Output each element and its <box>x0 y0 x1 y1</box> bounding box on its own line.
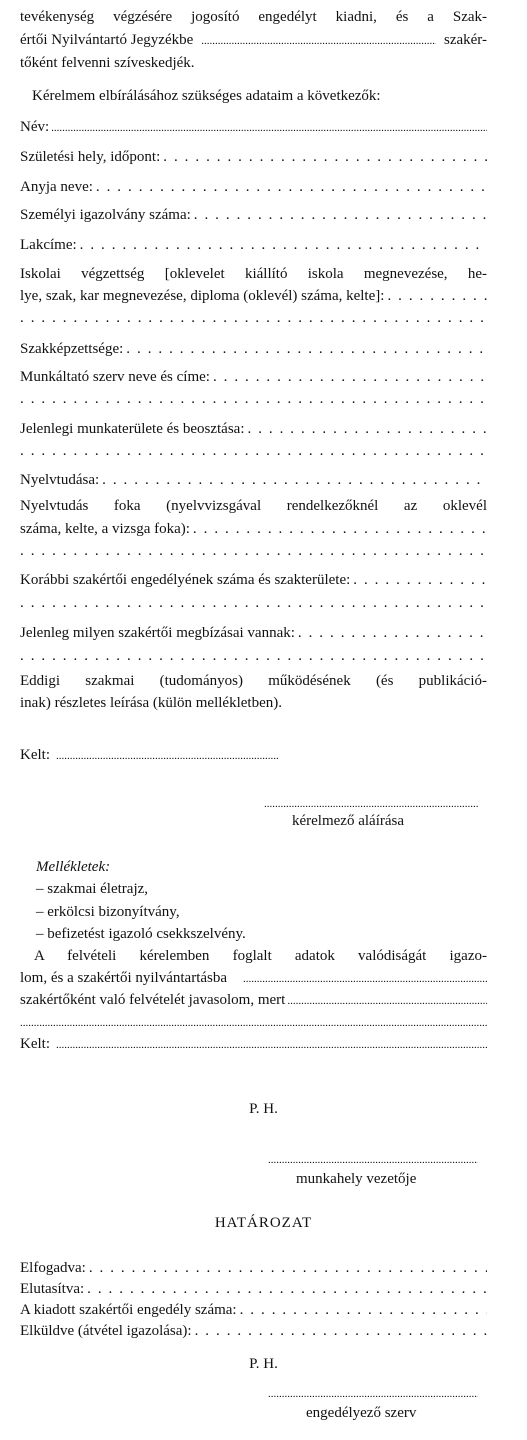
kelt-manager[interactable]: Kelt: ..... <box>20 1035 487 1054</box>
attachment-item: – szakmai életrajz, <box>36 881 149 897</box>
field-jelenlegi-munkaterulet[interactable]: Jelenlegi munkaterülete és beosztása: . . . <box>20 420 487 438</box>
verification-line-2[interactable]: lom, és a szakértői nyilvántartásba ..... <box>20 969 487 988</box>
intro-line-2 <box>20 31 487 50</box>
verification-extra-line[interactable] <box>20 1017 487 1029</box>
ph-stamp-1: P. H. <box>249 1101 278 1117</box>
intro-line-1: tevékenység végzésére jogosító engedélyt kiadni, és a Szak- <box>20 9 487 25</box>
field-korabbi-extra-line[interactable] <box>20 594 487 612</box>
field-munkaltato-extra-line[interactable] <box>20 390 487 408</box>
decision-elutasitva[interactable]: Elutasítva: . . . <box>20 1280 487 1298</box>
field-szuletesi[interactable]: Születési hely, időpont: . . . <box>20 148 487 166</box>
field-jelenleg-megbizasai[interactable]: Jelenleg milyen szakértői megbízásai vannak: . . . <box>20 624 487 642</box>
field-szakkepzettseg[interactable]: Szakképzettsége: . . . <box>20 340 487 358</box>
authority-signature-line[interactable] <box>268 1388 478 1400</box>
applicant-signature-line[interactable] <box>264 798 478 810</box>
field-szemelyi[interactable]: Személyi igazolvány száma: . . . <box>20 206 487 224</box>
decision-engedely-szama[interactable]: A kiadott szakértői engedély száma: . . . <box>20 1301 487 1319</box>
decision-elkuldve[interactable]: Elküldve (átvétel igazolása): . . . <box>20 1322 487 1340</box>
register-name-blank[interactable] <box>201 32 436 50</box>
field-jelenlegi-extra-line[interactable] <box>20 442 487 460</box>
intro-line-3: tőként felvenni szíveskedjék. <box>20 55 195 71</box>
field-iskolai-extra-line[interactable] <box>20 309 487 327</box>
field-nyelvtudasa[interactable]: Nyelvtudása: . . . <box>20 471 487 489</box>
field-nyelvtudas-foka-line-1: Nyelvtudás foka (nyelvvizsgával rendelkezőknél az oklevél <box>20 498 487 514</box>
attachments-title: Mellékletek: <box>36 859 111 875</box>
field-iskolai-line-1: Iskolai végzettség [oklevelet kiállító iskola megnevezése, he- <box>20 266 487 282</box>
verification-line-1: A felvételi kérelemben foglalt adatok valódiságát igazo- <box>34 948 487 964</box>
field-lakcime[interactable]: Lakcíme: . . . <box>20 236 487 254</box>
manager-signature-label: munkahely vezetője <box>296 1171 417 1187</box>
manager-signature-line[interactable] <box>268 1154 478 1166</box>
field-nyelvtudas-extra-line[interactable] <box>20 542 487 560</box>
ph-stamp-2: P. H. <box>249 1356 278 1372</box>
field-iskolai[interactable]: lye, szak, kar megnevezése, diploma (oklevél) száma, kelte]: . . . <box>20 287 487 305</box>
verification-line-3[interactable]: szakértőként való felvételét javasolom, mert ..... <box>20 991 487 1010</box>
authority-signature-label: engedélyező szerv <box>306 1405 417 1421</box>
data-heading: Kérelmem elbírálásához szükséges adataim a következők: <box>32 88 381 104</box>
eddigi-line-1: Eddigi szakmai (tudományos) működésének (és publikáció- <box>20 673 487 689</box>
eddigi-line-2: inak) részletes leírása (külön mellékletben). <box>20 695 282 711</box>
field-munkaltato[interactable]: Munkáltató szerv neve és címe: . . . <box>20 368 487 386</box>
field-anyja-neve[interactable]: Anyja neve: . . . <box>20 178 487 196</box>
intro-line-2-left: értői Nyilvántartó Jegyzékbe <box>20 32 194 48</box>
field-megbizasai-extra-line[interactable] <box>20 647 487 665</box>
intro-line-2-right: szakér- <box>443 32 487 48</box>
decision-elfogadva[interactable]: Elfogadva: . . . <box>20 1259 487 1277</box>
attachment-item: – befizetést igazoló csekkszelvény. <box>36 926 246 942</box>
field-nyelvtudas-foka[interactable]: száma, kelte, a vizsga foka): . . . <box>20 520 487 538</box>
attachment-item: – erkölcsi bizonyítvány, <box>36 904 180 920</box>
field-korabbi-engedely[interactable]: Korábbi szakértői engedélyének száma és szakterülete: . . . <box>20 571 487 589</box>
kelt-applicant[interactable]: Kelt: ..... <box>20 746 278 765</box>
decision-title: HATÁROZAT <box>214 1215 313 1231</box>
field-nev[interactable]: Név: ..... <box>20 118 487 137</box>
applicant-signature-label: kérelmező aláírása <box>292 813 405 829</box>
